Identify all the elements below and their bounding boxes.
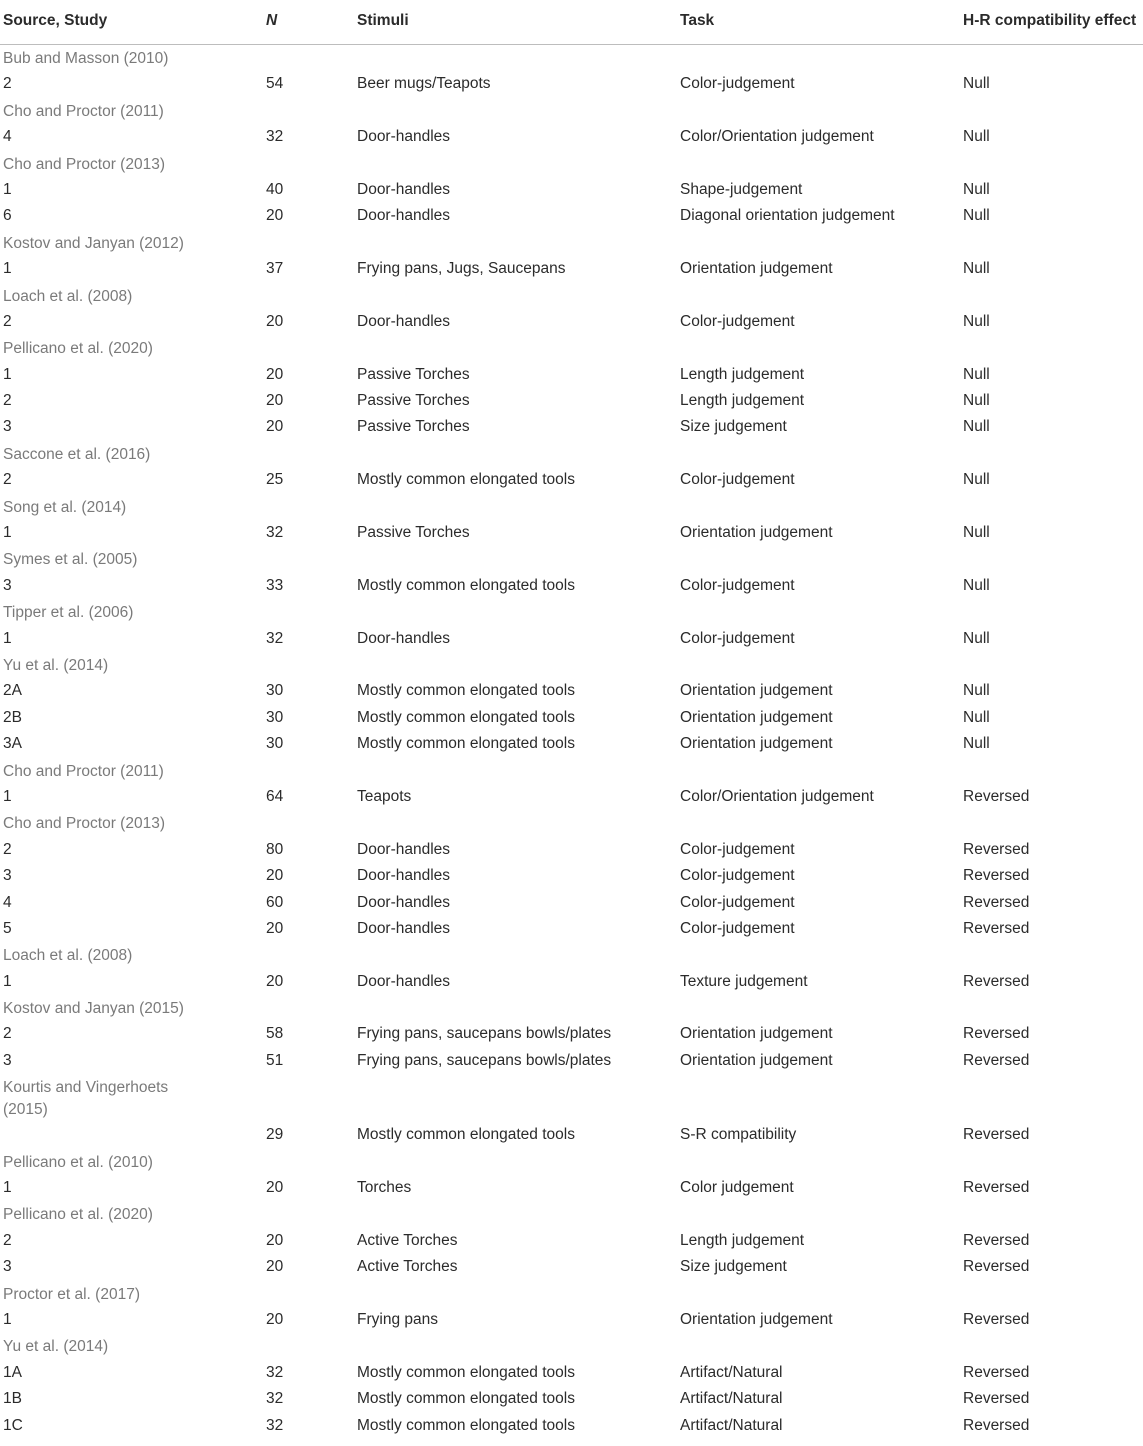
stimuli-cell: Door-handles — [357, 919, 451, 937]
stimuli-cell: Door-handles — [357, 867, 451, 885]
source-label: Bub and Masson (2010) — [3, 50, 169, 67]
source-label: Pellicano et al. (2020) — [3, 340, 153, 358]
source-label: Cho and Proctor (2011) — [3, 102, 164, 120]
n-cell: 20 — [266, 207, 284, 225]
effect-cell: Null — [963, 682, 990, 700]
source-label — [3, 1077, 168, 1120]
n-cell: 40 — [266, 180, 284, 198]
task-cell: Length judgement — [680, 1231, 805, 1249]
study-cell: 1 — [3, 1179, 12, 1197]
effect-cell: Reversed — [963, 787, 1030, 805]
stimuli-cell: Frying pans, saucepans bowls/plates — [357, 1051, 612, 1069]
table-row — [0, 1121, 1143, 1147]
stimuli-cell: Mostly common elongated tools — [357, 682, 575, 700]
n-cell: 32 — [266, 128, 284, 146]
n-cell: 64 — [266, 787, 284, 805]
table-row — [0, 1174, 1143, 1200]
n-cell: 30 — [266, 735, 284, 753]
task-cell: Color-judgement — [680, 471, 795, 489]
table-row — [0, 1253, 1143, 1279]
effect-cell: Reversed — [963, 1416, 1030, 1434]
source-label: Song et al. (2014) — [3, 498, 127, 516]
source-label: Tipper et al. (2006) — [3, 604, 134, 622]
study-cell: 1 — [3, 1310, 12, 1328]
study-cell: 1C — [3, 1416, 23, 1434]
study-cell: 1 — [3, 629, 12, 647]
effect-cell: Null — [963, 365, 990, 383]
study-cell: 3 — [3, 1258, 12, 1276]
effect-cell: Null — [963, 418, 990, 436]
source-label: Pellicano et al. (2020) — [3, 1206, 153, 1224]
n-cell: 60 — [266, 893, 284, 911]
task-cell: Orientation judgement — [680, 735, 833, 753]
study-cell: 2B — [3, 708, 22, 726]
table-row — [0, 1020, 1143, 1046]
source-row — [0, 493, 1143, 519]
effect-cell: Null — [963, 471, 990, 489]
table-row — [0, 466, 1143, 492]
study-cell: 3 — [3, 1051, 12, 1069]
task-cell: Orientation judgement — [680, 524, 833, 542]
effect-cell: Null — [963, 629, 990, 647]
study-cell: 1 — [3, 524, 12, 542]
effect-cell: Reversed — [963, 1258, 1030, 1276]
effect-cell: Null — [963, 524, 990, 542]
source-label: Proctor et al. (2017) — [3, 1285, 140, 1303]
n-cell: 20 — [266, 1179, 284, 1197]
column-header-source: Source, Study — [3, 12, 108, 29]
table-row — [0, 968, 1143, 994]
task-cell: Color judgement — [680, 1179, 794, 1197]
study-cell: 1A — [3, 1363, 22, 1381]
effect-cell: Null — [963, 128, 990, 146]
stimuli-cell: Door-handles — [357, 972, 451, 990]
table-row — [0, 704, 1143, 730]
source-row — [0, 994, 1143, 1020]
column-header-task: Task — [680, 12, 715, 29]
effect-cell: Reversed — [963, 840, 1030, 858]
stimuli-cell: Door-handles — [357, 180, 451, 198]
n-cell: 37 — [266, 260, 284, 278]
source-label: Loach et al. (2008) — [3, 287, 133, 305]
source-row — [0, 440, 1143, 466]
study-cell: 2 — [3, 1231, 12, 1249]
task-cell: Orientation judgement — [680, 260, 833, 278]
table-row — [0, 413, 1143, 439]
table-row — [0, 1412, 1143, 1438]
task-cell: Color/Orientation judgement — [680, 787, 874, 805]
study-cell: 1B — [3, 1390, 22, 1408]
study-cell: 4 — [3, 893, 12, 911]
table-row — [0, 308, 1143, 334]
study-cell: 2 — [3, 840, 12, 858]
task-cell: Size judgement — [680, 418, 787, 436]
study-cell: 2 — [3, 75, 12, 93]
stimuli-cell: Mostly common elongated tools — [357, 1363, 575, 1381]
task-cell: Color-judgement — [680, 840, 795, 858]
source-row — [0, 598, 1143, 624]
n-cell: 54 — [266, 75, 284, 93]
table-row — [0, 1047, 1143, 1073]
n-cell: 32 — [266, 1363, 284, 1381]
table-body — [0, 44, 1143, 1438]
study-cell: 1 — [3, 365, 12, 383]
study-cell: 5 — [3, 919, 12, 937]
stimuli-cell: Passive Torches — [357, 392, 470, 410]
n-cell: 80 — [266, 840, 284, 858]
table-row — [0, 1359, 1143, 1385]
task-cell: Color-judgement — [680, 576, 795, 594]
stimuli-cell: Door-handles — [357, 629, 451, 647]
task-cell: Shape-judgement — [680, 180, 803, 198]
table-row — [0, 1385, 1143, 1411]
study-cell: 3 — [3, 867, 12, 885]
study-cell: 4 — [3, 128, 12, 146]
task-cell: Color-judgement — [680, 629, 795, 647]
table-row — [0, 202, 1143, 228]
task-cell: Color-judgement — [680, 312, 795, 330]
stimuli-cell: Mostly common elongated tools — [357, 1416, 575, 1434]
source-label-line: (2015) — [3, 1100, 48, 1118]
stimuli-cell: Mostly common elongated tools — [357, 735, 575, 753]
table-row — [0, 625, 1143, 651]
study-cell: 3 — [3, 576, 12, 594]
effect-cell: Reversed — [963, 919, 1030, 937]
source-row — [0, 334, 1143, 360]
effect-cell: Null — [963, 392, 990, 410]
task-cell: Orientation judgement — [680, 1025, 833, 1043]
n-cell: 20 — [266, 1231, 284, 1249]
stimuli-cell: Mostly common elongated tools — [357, 471, 575, 489]
effect-cell: Reversed — [963, 1051, 1030, 1069]
effect-cell: Reversed — [963, 1390, 1030, 1408]
stimuli-cell: Door-handles — [357, 207, 451, 225]
source-label: Kostov and Janyan (2015) — [3, 1000, 184, 1018]
table-row — [0, 387, 1143, 413]
effect-cell: Reversed — [963, 1231, 1030, 1249]
n-cell: 51 — [266, 1051, 284, 1069]
table-row — [0, 255, 1143, 281]
effect-cell: Reversed — [963, 1025, 1030, 1043]
task-cell: Orientation judgement — [680, 708, 833, 726]
n-cell: 30 — [266, 682, 284, 700]
study-cell: 1 — [3, 972, 12, 990]
n-cell: 32 — [266, 524, 284, 542]
source-label-line: Kourtis and Vingerhoets — [3, 1079, 169, 1097]
n-cell: 20 — [266, 312, 284, 330]
n-cell: 20 — [266, 392, 284, 410]
task-cell: Artifact/Natural — [680, 1390, 783, 1408]
study-cell: 3 — [3, 418, 12, 436]
stimuli-cell: Teapots — [357, 787, 412, 805]
stimuli-cell: Door-handles — [357, 893, 451, 911]
effect-cell: Reversed — [963, 893, 1030, 911]
table-row — [0, 123, 1143, 149]
effect-cell: Null — [963, 312, 990, 330]
source-label: Cho and Proctor (2011) — [3, 762, 164, 780]
source-row — [0, 282, 1143, 308]
effect-cell: Reversed — [963, 1179, 1030, 1197]
study-cell: 2 — [3, 312, 12, 330]
stimuli-cell: Door-handles — [357, 128, 451, 146]
n-cell: 25 — [266, 471, 284, 489]
source-label: Yu et al. (2014) — [3, 1338, 109, 1356]
table-row — [0, 70, 1143, 96]
n-cell: 20 — [266, 365, 284, 383]
table-row — [0, 361, 1143, 387]
source-row — [0, 1200, 1143, 1226]
stimuli-cell: Active Torches — [357, 1258, 458, 1276]
task-cell: Size judgement — [680, 1258, 787, 1276]
n-cell: 32 — [266, 629, 284, 647]
study-cell: 1 — [3, 180, 12, 198]
task-cell: Orientation judgement — [680, 682, 833, 700]
table-row — [0, 862, 1143, 888]
stimuli-cell: Door-handles — [357, 840, 451, 858]
task-cell: S-R compatibility — [680, 1126, 797, 1144]
task-cell: Color/Orientation judgement — [680, 128, 874, 146]
n-cell: 20 — [266, 972, 284, 990]
stimuli-cell: Mostly common elongated tools — [357, 1390, 575, 1408]
source-label: Pellicano et al. (2010) — [3, 1153, 153, 1171]
n-cell: 20 — [266, 418, 284, 436]
effect-cell: Null — [963, 576, 990, 594]
effect-cell: Null — [963, 708, 990, 726]
table-row — [0, 519, 1143, 545]
n-cell: 32 — [266, 1390, 284, 1408]
task-cell: Length judgement — [680, 365, 805, 383]
stimuli-cell: Beer mugs/Teapots — [357, 75, 491, 93]
effect-cell: Null — [963, 207, 990, 225]
source-row — [0, 1280, 1143, 1306]
table-row — [0, 1227, 1143, 1253]
n-cell: 20 — [266, 1258, 284, 1276]
n-cell: 33 — [266, 576, 284, 594]
n-cell: 20 — [266, 1310, 284, 1328]
column-header-n: N — [266, 12, 278, 29]
task-cell: Artifact/Natural — [680, 1416, 783, 1434]
stimuli-cell: Frying pans — [357, 1310, 438, 1328]
table-row — [0, 730, 1143, 756]
table-row — [0, 915, 1143, 941]
study-cell: 1 — [3, 260, 12, 278]
source-label: Cho and Proctor (2013) — [3, 815, 165, 833]
task-cell: Color-judgement — [680, 919, 795, 937]
task-cell: Diagonal orientation judgement — [680, 207, 895, 225]
study-cell: 6 — [3, 207, 12, 225]
source-label: Kostov and Janyan (2012) — [3, 234, 184, 252]
source-row — [0, 809, 1143, 835]
stimuli-cell: Frying pans, Jugs, Saucepans — [357, 260, 566, 278]
source-row — [0, 941, 1143, 967]
effect-cell: Reversed — [963, 1310, 1030, 1328]
n-cell: 32 — [266, 1416, 284, 1434]
table-row — [0, 1306, 1143, 1332]
task-cell: Color-judgement — [680, 75, 795, 93]
table-row — [0, 836, 1143, 862]
source-row — [0, 1332, 1143, 1358]
n-cell: 29 — [266, 1126, 284, 1144]
stimuli-cell: Door-handles — [357, 312, 451, 330]
table-row — [0, 176, 1143, 202]
effect-cell: Reversed — [963, 1363, 1030, 1381]
stimuli-cell: Frying pans, saucepans bowls/plates — [357, 1025, 612, 1043]
study-cell: 2 — [3, 1025, 12, 1043]
stimuli-cell: Passive Torches — [357, 365, 470, 383]
effect-cell: Reversed — [963, 972, 1030, 990]
source-label: Yu et al. (2014) — [3, 656, 109, 674]
source-label: Cho and Proctor (2013) — [3, 155, 165, 173]
effect-cell: Null — [963, 75, 990, 93]
source-label: Saccone et al. (2016) — [3, 445, 151, 463]
stimuli-cell: Torches — [357, 1179, 412, 1197]
stimuli-cell: Mostly common elongated tools — [357, 1126, 575, 1144]
source-row — [0, 651, 1143, 677]
task-cell: Texture judgement — [680, 972, 808, 990]
n-cell: 20 — [266, 919, 284, 937]
column-header-stimuli: Stimuli — [357, 12, 409, 29]
source-row — [0, 150, 1143, 176]
source-row — [0, 1148, 1143, 1174]
source-row — [0, 757, 1143, 783]
table-row — [0, 572, 1143, 598]
table-row — [0, 783, 1143, 809]
effect-cell: Null — [963, 260, 990, 278]
effect-cell: Reversed — [963, 1126, 1030, 1144]
task-cell: Orientation judgement — [680, 1051, 833, 1069]
source-row — [0, 1073, 1143, 1121]
n-cell: 20 — [266, 867, 284, 885]
task-cell: Orientation judgement — [680, 1310, 833, 1328]
study-cell: 1 — [3, 787, 12, 805]
task-cell: Artifact/Natural — [680, 1363, 783, 1381]
stimuli-cell: Active Torches — [357, 1231, 458, 1249]
task-cell: Length judgement — [680, 392, 805, 410]
column-header-effect: H-R compatibility effect — [963, 12, 1137, 29]
study-cell: 2 — [3, 392, 12, 410]
task-cell: Color-judgement — [680, 893, 795, 911]
source-row — [0, 229, 1143, 255]
stimuli-cell: Passive Torches — [357, 524, 470, 542]
table-row — [0, 677, 1143, 703]
study-cell: 2 — [3, 471, 12, 489]
task-cell: Color-judgement — [680, 867, 795, 885]
n-cell: 30 — [266, 708, 284, 726]
stimuli-cell: Mostly common elongated tools — [357, 576, 575, 594]
effect-cell: Null — [963, 180, 990, 198]
source-label: Symes et al. (2005) — [3, 551, 138, 569]
table-row — [0, 889, 1143, 915]
n-cell: 58 — [266, 1025, 284, 1043]
study-cell: 2A — [3, 682, 22, 700]
stimuli-cell: Mostly common elongated tools — [357, 708, 575, 726]
table-header — [0, 0, 1143, 45]
stimuli-cell: Passive Torches — [357, 418, 470, 436]
effect-cell: Reversed — [963, 867, 1030, 885]
source-label: Loach et al. (2008) — [3, 947, 133, 965]
source-row — [0, 545, 1143, 571]
source-row — [0, 44, 1143, 70]
effect-cell: Null — [963, 735, 990, 753]
source-row — [0, 97, 1143, 123]
study-cell: 3A — [3, 735, 22, 753]
